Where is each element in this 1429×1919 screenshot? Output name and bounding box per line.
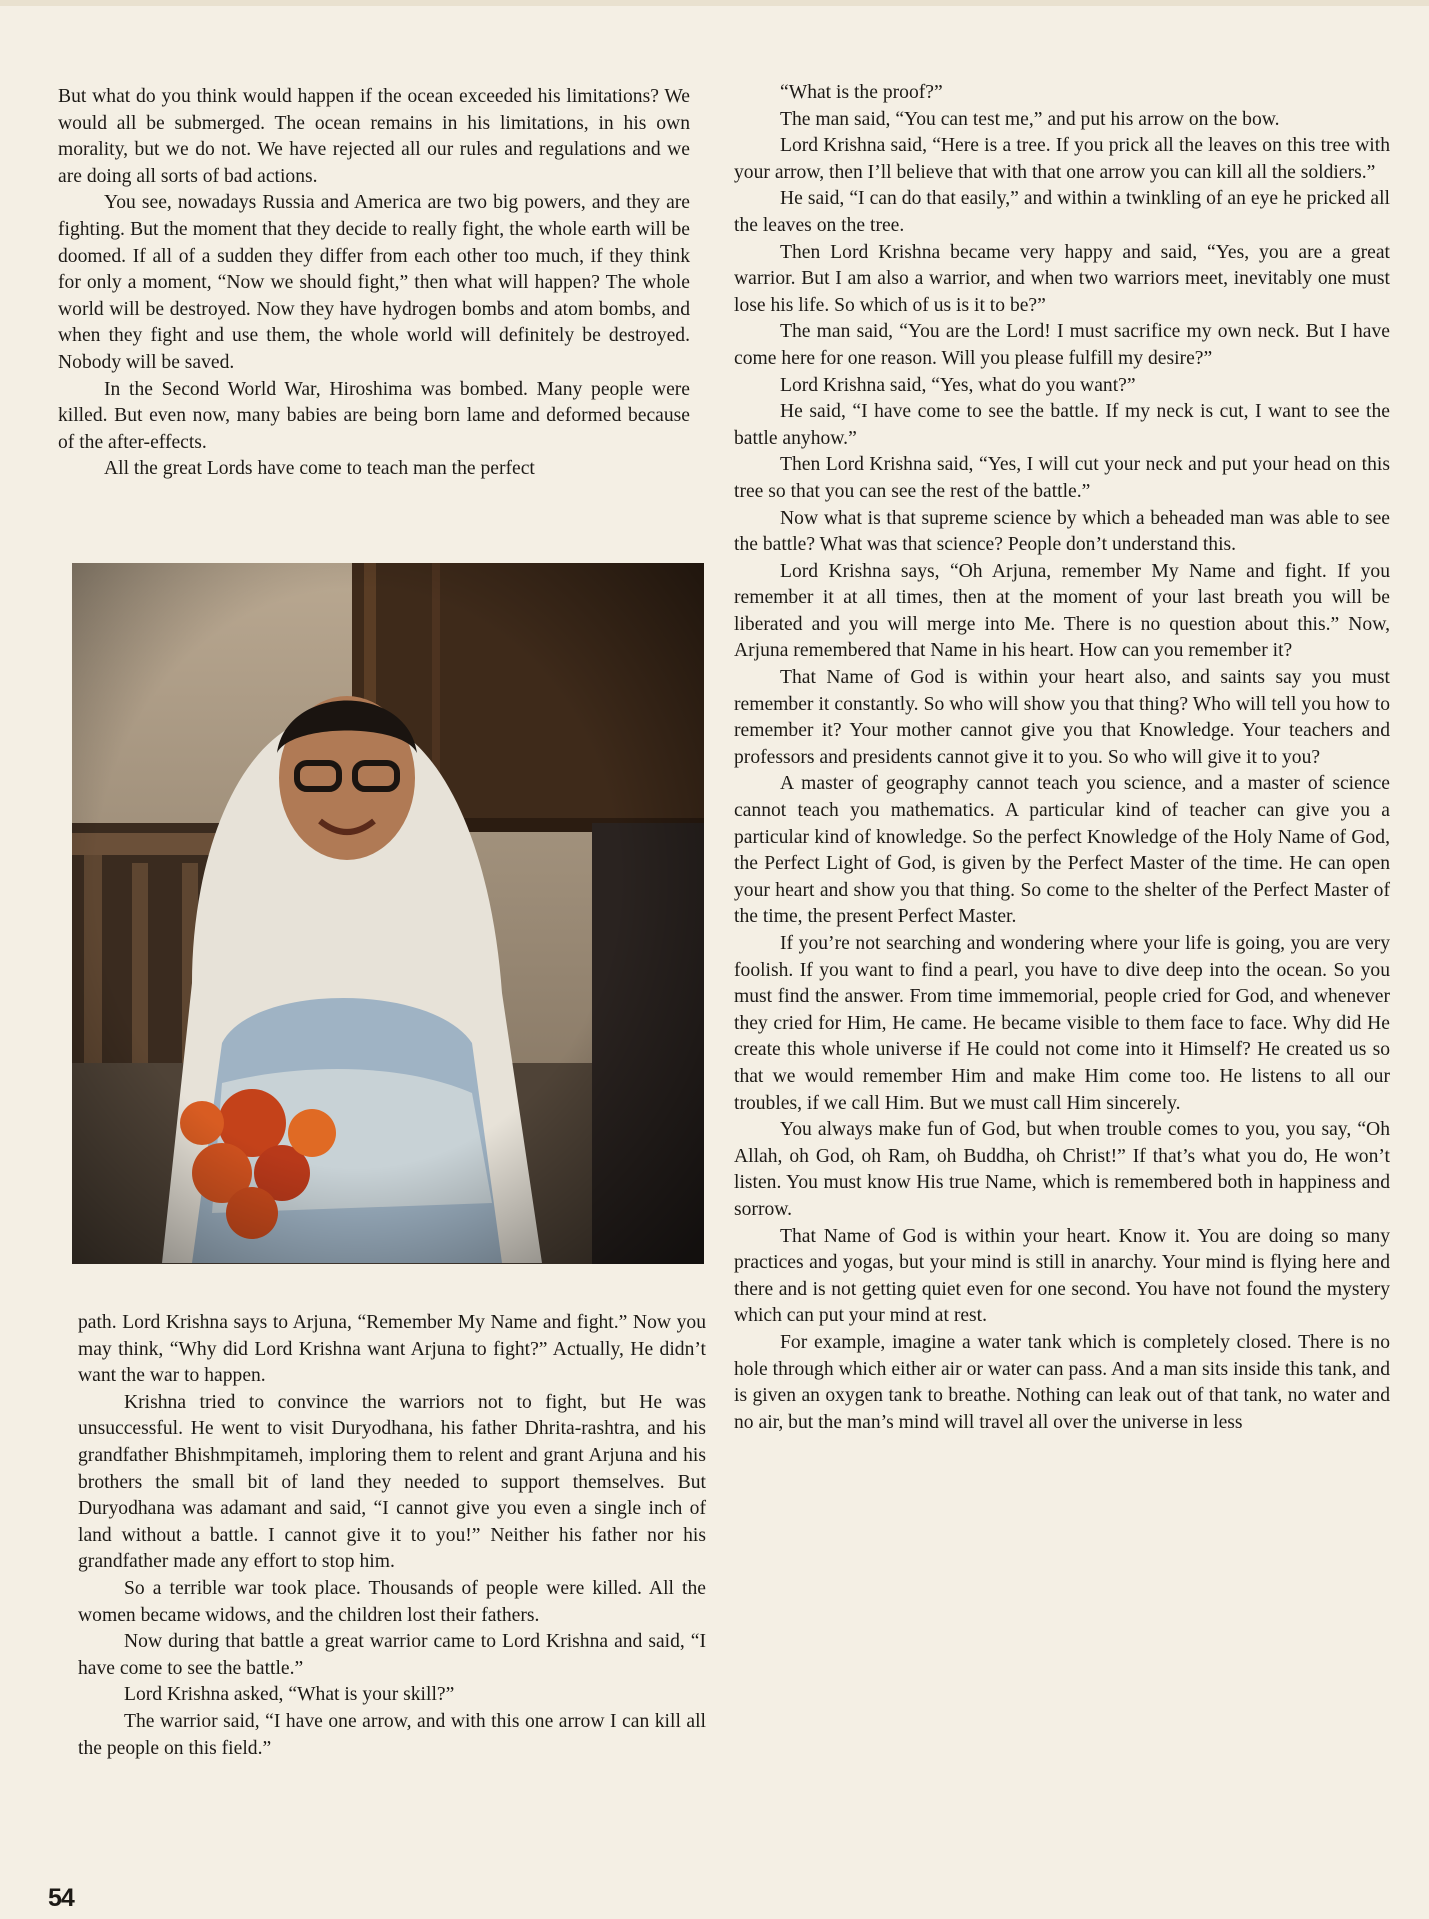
paragraph: He said, “I have come to see the battle. If my neck is cut, I want to see the battle anyhow.” bbox=[734, 401, 1390, 449]
paragraph: Lord Krishna says, “Oh Arjuna, remember My Name and fight. If you remember it at all times, then at the moment of your last breath you will be liberated and you will merge into Me. There is no question about this.” Now, Arjuna remembered that Name in his heart. How can you remember it? bbox=[734, 560, 1390, 662]
paragraph: Now what is that supreme science by which a beheaded man was able to see the battle? What was that science? People don’t understand this. bbox=[734, 507, 1390, 556]
paragraph: But what do you think would happen if the ocean exceeded his limitations? We would all be submerged. The ocean remains in his limitations, in his own morality, but we do not. We have rejected all our rules and regulations and we are doing all sorts of bad actions. bbox=[58, 86, 690, 187]
paragraph: You see, nowadays Russia and America are two big powers, and they are fighting. But the moment that they decide to really fight, the whole earth will be doomed. If all of a sudden they differ from each other too much, if they think for only a moment, “Now we should fight,” then what will happen? The whole world will be destroyed. Now they have hydrogen bombs and atom bombs, and when they fight and use them, the whole world will definitely be destroyed. Nobody will be saved. bbox=[58, 192, 690, 373]
paragraph: Then Lord Krishna became very happy and said, “Yes, you are a great warrior. But I am also a warrior, and when two warriors meet, inevitably one must lose his life. So which of us is it to be?” bbox=[734, 241, 1390, 316]
paragraph: That Name of God is within your heart. Know it. You are doing so many practices and yogas, but your mind is still in anarchy. Your mind is flying here and there and is not getting quiet even for one second. You have not found the mystery which can put your mind at rest. bbox=[734, 1225, 1390, 1327]
photo-illustration bbox=[72, 563, 704, 1264]
paragraph: Lord Krishna asked, “What is your skill?” bbox=[124, 1684, 455, 1706]
paragraph: Lord Krishna said, “Yes, what do you want?” bbox=[780, 374, 1136, 396]
paragraph: He said, “I can do that easily,” and within a twinkling of an eye he pricked all the leaves on the tree. bbox=[734, 188, 1390, 236]
photograph bbox=[72, 563, 704, 1264]
paragraph: Then Lord Krishna said, “Yes, I will cut your neck and put your head on this tree so that you can see the rest of the battle.” bbox=[734, 454, 1390, 502]
paragraph: In the Second World War, Hiroshima was bombed. Many people were killed. But even now, many babies are being born lame and deformed because of the after-effects. bbox=[58, 378, 690, 453]
left-column-top bbox=[58, 84, 690, 483]
paragraph: Krishna tried to convince the warriors not to fight, but He was unsuccessful. He went to visit Duryodhana, his father Dhrita-rashtra, and his grandfather Bhishmpitameh, imploring them to relent and grant Arjuna and his brothers the small bit of land they needed to support themselves. But Duryodhana was adamant and said, “I cannot give you even a single inch of land without a battle. I cannot give it to you!” Neither his father nor his grandfather made any effort to stop him. bbox=[78, 1391, 706, 1573]
paragraph: That Name of God is within your heart also, and saints say you must remember it constantly. So who will show you that thing? Who will tell you how to remember it? Your mother cannot give you that Knowledge. Your teachers and professors and presidents cannot give it to you. So who will give it to you? bbox=[734, 667, 1390, 768]
page-number: 54 bbox=[48, 1884, 74, 1912]
paragraph: You always make fun of God, but when trouble comes to you, you say, “Oh Allah, oh God, oh Ram, oh Buddha, oh Christ!” If that’s what you do, He won’t listen. You must know His true Name, which is remembered both in happiness and sorrow. bbox=[734, 1119, 1390, 1220]
paragraph: path. Lord Krishna says to Arjuna, “Remember My Name and fight.” Now you may think, “Why did Lord Krishna want Arjuna to fight?” Actually, He didn’t want the war to happen. bbox=[78, 1312, 706, 1387]
paragraph: For example, imagine a water tank which is completely closed. There is no hole through which either air or water can pass. And a man sits inside this tank, and is given an oxygen tank to breathe. Nothing can leak out of that tank, no water and no air, but the man’s mind will travel all over the universe in less bbox=[734, 1331, 1390, 1433]
paragraph: Now during that battle a great warrior came to Lord Krishna and said, “I have come to see the battle.” bbox=[78, 1631, 706, 1679]
paragraph: If you’re not searching and wondering where your life is going, you are very foolish. If you want to find a pearl, you have to dive deep into the ocean. So you must find the answer. From time immemorial, people cried for God, and whenever they cried for Him, He came. He became visible to them face to face. Why did He create this whole universe if He could not come into it Himself? He created us so that we would remember Him and make Him come too. He listens to all our troubles, if we call Him. But we must call Him sincerely. bbox=[734, 933, 1390, 1114]
paragraph: All the great Lords have come to teach man the perfect bbox=[104, 458, 535, 480]
paragraph: A master of geography cannot teach you science, and a master of science cannot teach you mathematics. A particular kind of teacher can give you a particular kind of knowledge. So the perfect Knowledge of the Holy Name of God, the Perfect Light of God, is given by the Perfect Master of the time. He can open your heart and show you that thing. So come to the shelter of the Perfect Master of the time, the present Perfect Master. bbox=[734, 773, 1390, 928]
right-column bbox=[734, 80, 1390, 1436]
left-column-bottom bbox=[78, 1310, 706, 1762]
paragraph: So a terrible war took place. Thousands of people were killed. All the women became widows, and the children lost their fathers. bbox=[78, 1577, 706, 1626]
paragraph: The man said, “You can test me,” and put his arrow on the bow. bbox=[780, 108, 1280, 130]
top-edge bbox=[0, 0, 1429, 6]
paragraph: The warrior said, “I have one arrow, and with this one arrow I can kill all the people on this field.” bbox=[78, 1710, 706, 1759]
paragraph: “What is the proof?” bbox=[780, 82, 943, 103]
paragraph: The man said, “You are the Lord! I must sacrifice my own neck. But I have come here for one reason. Will you please fulfill my desire?” bbox=[734, 321, 1390, 369]
paragraph: Lord Krishna said, “Here is a tree. If you prick all the leaves on this tree with your arrow, then I’ll believe that with that one arrow you can kill all the soldiers.” bbox=[734, 135, 1390, 183]
